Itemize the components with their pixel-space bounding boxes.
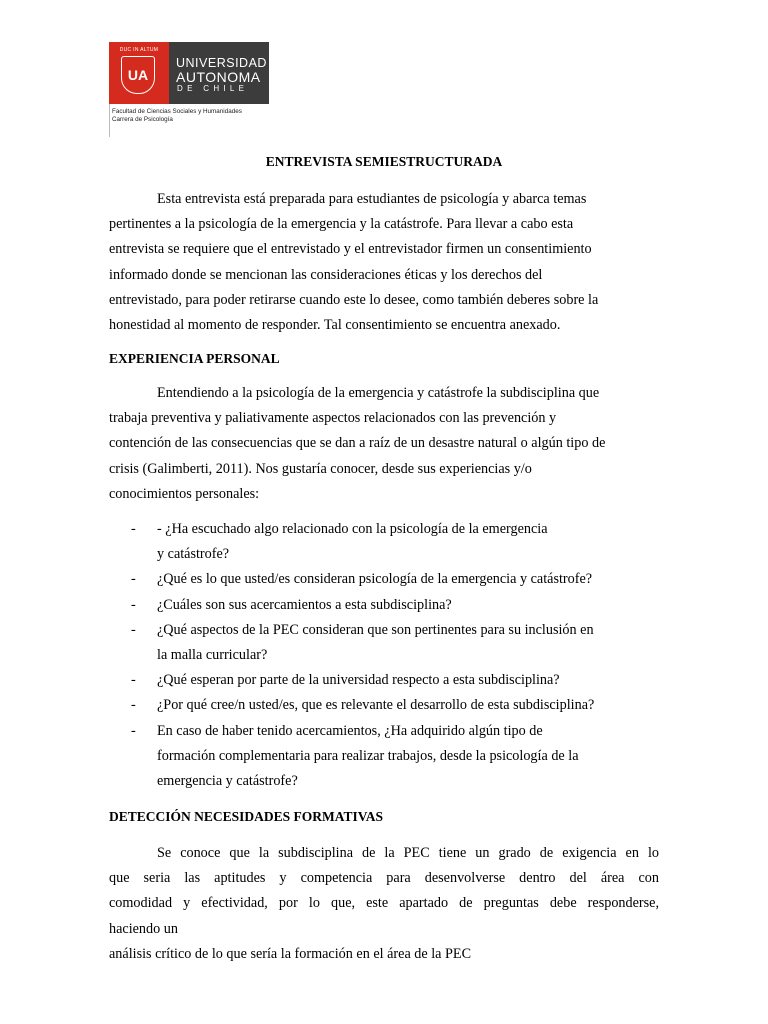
text-line: entrevista se requiere que el entrevistado y el entrevistador firmen un consentimiento [109,241,592,258]
text-line: conocimientos personales: [109,485,260,502]
logo-name-line2: AUTONOMA [176,69,261,85]
logo-seal-motto: DUC IN ALTUM [119,47,159,53]
question-list [109,517,659,794]
text-line: comodidad y efectividad, por lo que, este apartado de preguntas debe responderse, [109,895,659,912]
list-item [109,668,659,693]
question-line: emergencia y catástrofe? [157,773,298,790]
logo-divider [109,104,110,137]
text-line: entrevistado, para poder retirarse cuando este lo desee, como también deberes sobre la [109,291,599,308]
section2-paragraph [109,841,659,967]
section-heading-necesidades: DETECCIÓN NECESIDADES FORMATIVAS [109,809,384,824]
text-line: análisis crítico de lo que sería la formación en el área de la PEC [109,945,472,962]
question-line: - ¿Ha escuchado algo relacionado con la psicología de la emergencia [157,521,548,537]
question-line: ¿Cuáles son sus acercamientos a esta subdisciplina? [157,596,452,613]
bullet-dash: - [131,621,136,638]
bullet-dash: - [131,722,136,739]
faculty-line: Carrera de Psicología [112,116,173,123]
logo-name-line1: UNIVERSIDAD [176,56,267,70]
logo-faculty [112,108,242,124]
university-logo [109,42,269,137]
list-item [109,593,659,618]
bullet-dash: - [131,521,136,537]
bullet-dash: - [131,697,136,714]
text-line: haciendo un [109,920,178,937]
text-line: informado donde se mencionan las consideraciones éticas y los derechos del [109,266,543,283]
text-line: Entendiendo a la psicología de la emergencia y catástrofe la subdisciplina que [157,385,600,401]
list-item [109,567,659,592]
question-line: ¿Qué es lo que usted/es consideran psicología de la emergencia y catástrofe? [157,571,593,588]
logo-initials: UA [127,67,149,83]
intro-paragraph [109,187,659,338]
bullet-dash: - [131,596,136,613]
text-line: crisis (Galimberti, 2011). Nos gustaría conocer, desde sus experiencias y/o [109,460,532,477]
faculty-line: Facultad de Ciencias Sociales y Humanidades [112,108,242,115]
question-line: En caso de haber tenido acercamientos, ¿Ha adquirido algún tipo de [157,722,543,739]
list-item [109,618,659,668]
list-item [109,693,659,718]
text-line: Se conoce que la subdisciplina de la PEC tiene un grado de exigencia en lo [157,845,659,861]
shield-icon [121,56,155,94]
text-line: honestidad al momento de responder. Tal consentimiento se encuentra anexado. [109,317,561,334]
bullet-dash: - [131,571,136,588]
section-heading-experiencia: EXPERIENCIA PERSONAL [109,351,280,366]
logo-red-panel [109,42,169,104]
text-line: contención de las consecuencias que se dan a raíz de un desastre natural o algún tipo de [109,435,606,452]
list-item [109,719,659,795]
text-line: Esta entrevista está preparada para estudiantes de psicología y abarca temas [157,191,587,207]
question-line: formación complementaria para realizar trabajos, desde la psicología de la [157,747,579,764]
logo-name-line3: DE CHILE [177,84,249,93]
text-line: pertinentes a la psicología de la emergencia y la catástrofe. Para llevar a cabo esta [109,216,574,233]
question-line: y catástrofe? [157,546,230,563]
question-line: ¿Qué esperan por parte de la universidad respecto a esta subdisciplina? [157,672,560,689]
question-line: la malla curricular? [157,647,268,664]
bullet-dash: - [131,672,136,689]
document-title: ENTREVISTA SEMIESTRUCTURADA [265,154,503,169]
question-line: ¿Por qué cree/n usted/es, que es relevante el desarrollo de esta subdisciplina? [157,697,595,714]
question-line: ¿Qué aspectos de la PEC consideran que son pertinentes para su inclusión en [157,621,594,638]
section1-paragraph [109,381,659,507]
text-line: que seria las aptitudes y competencia para desenvolverse dentro del área con [109,870,659,887]
text-line: trabaja preventiva y paliativamente aspectos relacionados con las prevención y [109,410,557,427]
list-item [109,517,659,567]
